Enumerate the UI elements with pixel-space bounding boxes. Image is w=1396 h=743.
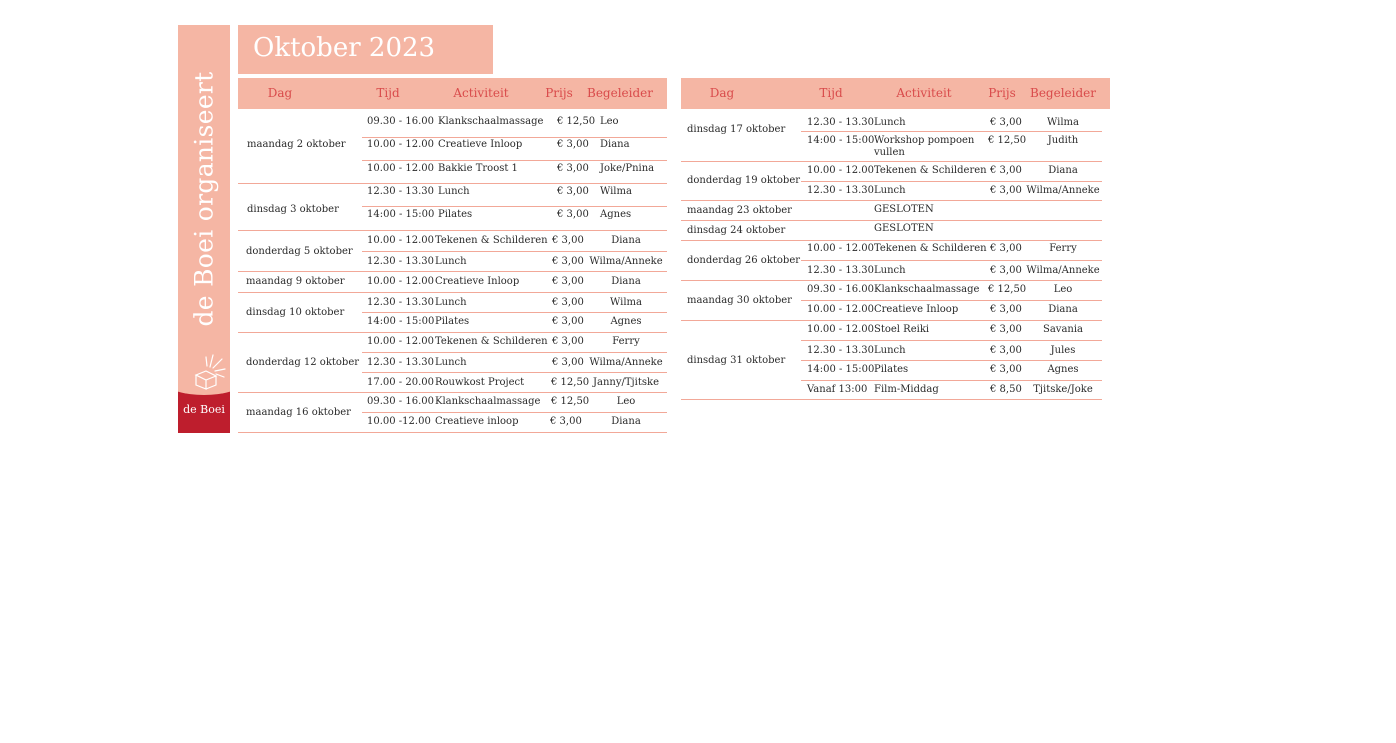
cell-begeleider: Wilma/Anneke xyxy=(1026,185,1100,196)
header-dag: Dag xyxy=(267,86,293,100)
table-row xyxy=(801,381,1102,399)
cell-prijs: € 12,50 xyxy=(988,135,1027,146)
cell-begeleider: Diana xyxy=(600,139,630,150)
cell-tijd: 12.30 - 13.30 xyxy=(367,186,434,197)
cell-tijd: 10.00 - 12.00 xyxy=(807,243,874,254)
cell-begeleider: Agnes xyxy=(610,316,642,327)
cell-begeleider: Leo xyxy=(600,116,619,127)
cell-activiteit: Klankschaalmassage xyxy=(438,116,544,127)
cell-activiteit: Lunch xyxy=(435,256,467,267)
day-group xyxy=(681,109,1102,162)
cell-tijd: 09.30 - 16.00 xyxy=(367,396,434,407)
day-group xyxy=(681,321,1102,400)
table-row xyxy=(362,272,667,292)
cell-begeleider: Agnes xyxy=(600,209,632,220)
cell-prijs: € 3,00 xyxy=(552,316,584,327)
cell-activiteit: Creatieve inloop xyxy=(435,416,519,427)
cell-begeleider: Diana xyxy=(1048,165,1078,176)
cell-tijd: 10.00 - 12.00 xyxy=(367,276,434,287)
table-row xyxy=(801,301,1102,320)
cell-activiteit: Lunch xyxy=(874,265,906,276)
cell-prijs: € 12,50 xyxy=(988,284,1027,295)
cell-begeleider: Diana xyxy=(611,416,641,427)
table-row xyxy=(362,373,667,392)
header-tijd: Tijd xyxy=(819,86,843,100)
header-prijs: Prijs xyxy=(545,86,573,100)
header-activiteit: Activiteit xyxy=(453,86,509,100)
cell-activiteit: Lunch xyxy=(874,345,906,356)
table-row xyxy=(801,281,1102,301)
schedule-table-right xyxy=(681,78,1110,400)
day-label: maandag 30 oktober xyxy=(687,295,792,306)
cell-activiteit: Pilates xyxy=(874,364,909,375)
cell-begeleider: Diana xyxy=(611,276,641,287)
table-header xyxy=(681,78,1110,109)
cell-prijs: € 12,50 xyxy=(551,396,590,407)
cell-activiteit: Tekenen & Schilderen xyxy=(435,336,548,347)
cell-activiteit: Creatieve Inloop xyxy=(438,139,523,150)
month-title: Oktober 2023 xyxy=(253,33,436,63)
cell-tijd: 10.00 - 12.00 xyxy=(367,336,434,347)
table-row xyxy=(362,161,667,183)
cell-tijd: 10.00 - 12.00 xyxy=(367,235,434,246)
cell-activiteit: Lunch xyxy=(874,185,906,196)
day-group xyxy=(681,221,1102,241)
cell-prijs: € 3,00 xyxy=(550,416,582,427)
cell-activiteit: Lunch xyxy=(435,357,467,368)
cell-prijs: € 3,00 xyxy=(990,185,1022,196)
day-group xyxy=(238,333,667,393)
cell-activiteit: Pilates xyxy=(435,316,470,327)
cell-tijd: 12.30 - 13.30 xyxy=(807,265,874,276)
cell-prijs: € 3,00 xyxy=(552,336,584,347)
cell-activiteit: Lunch xyxy=(435,297,467,308)
table-row xyxy=(801,241,1102,261)
cell-prijs: € 3,00 xyxy=(557,139,589,150)
day-group xyxy=(681,281,1102,321)
day-label: maandag 2 oktober xyxy=(247,139,346,150)
logo-text: de Boei xyxy=(183,403,225,416)
table-row xyxy=(362,184,667,207)
header-begeleider: Begeleider xyxy=(1030,86,1096,100)
side-banner-title: de Boei organiseert xyxy=(189,71,219,327)
day-group xyxy=(238,184,667,231)
table-row xyxy=(362,413,667,432)
cell-tijd: 12.30 - 13.30 xyxy=(367,297,434,308)
cell-prijs: € 3,00 xyxy=(552,235,584,246)
cell-tijd: 09.30 - 16.00 xyxy=(807,284,874,295)
cell-tijd: 12.30 - 13.30 xyxy=(807,345,874,356)
cell-tijd: 12.30 - 13.30 xyxy=(367,256,434,267)
cell-prijs: € 3,00 xyxy=(990,243,1022,254)
cell-tijd: 10.00 - 12.00 xyxy=(807,304,874,315)
cell-tijd: 14:00 - 15:00 xyxy=(367,209,435,220)
table-row xyxy=(362,109,667,138)
cell-tijd: 10.00 - 12.00 xyxy=(807,165,874,176)
table-row xyxy=(362,231,667,252)
day-label: dinsdag 24 oktober xyxy=(687,225,786,236)
cell-prijs: € 3,00 xyxy=(557,163,589,174)
cell-prijs: € 3,00 xyxy=(557,186,589,197)
cell-activiteit: Film-Middag xyxy=(874,384,939,395)
cell-tijd: 10.00 - 12.00 xyxy=(807,324,874,335)
cell-begeleider: Diana xyxy=(1048,304,1078,315)
header-begeleider: Begeleider xyxy=(587,86,653,100)
table-row xyxy=(801,321,1102,341)
open-book-icon xyxy=(192,347,226,391)
cell-activiteit: Bakkie Troost 1 xyxy=(438,163,518,174)
table-header xyxy=(238,78,667,109)
table-row xyxy=(801,261,1102,280)
cell-prijs: € 3,00 xyxy=(990,324,1022,335)
cell-prijs: € 12,50 xyxy=(551,377,590,388)
cell-begeleider: Tjitske/Joke xyxy=(1033,384,1093,395)
cell-prijs: € 3,00 xyxy=(552,357,584,368)
header-tijd: Tijd xyxy=(376,86,400,100)
day-group xyxy=(681,162,1102,201)
cell-begeleider: Jules xyxy=(1050,345,1076,356)
cell-begeleider: Wilma/Anneke xyxy=(589,256,663,267)
cell-begeleider: Judith xyxy=(1047,135,1079,146)
cell-tijd: 12.30 - 13.30 xyxy=(367,357,434,368)
cell-activiteit: Lunch xyxy=(874,117,906,128)
cell-prijs: € 3,00 xyxy=(557,209,589,220)
cell-tijd: 12.30 - 13.30 xyxy=(807,185,874,196)
day-group xyxy=(681,241,1102,281)
cell-begeleider: Joke/Pnina xyxy=(600,163,655,174)
cell-prijs: € 3,00 xyxy=(552,276,584,287)
cell-activiteit: Creatieve Inloop xyxy=(874,304,959,315)
day-label: maandag 23 oktober xyxy=(687,205,792,216)
cell-activiteit: Workshop pompoen vullen xyxy=(874,135,975,158)
cell-activiteit: GESLOTEN xyxy=(874,204,934,215)
cell-begeleider: Ferry xyxy=(1049,243,1077,254)
day-label: dinsdag 31 oktober xyxy=(687,355,786,366)
table-row xyxy=(362,333,667,353)
cell-activiteit: Stoel Reiki xyxy=(874,324,930,335)
cell-tijd: 12.30 - 13.30 xyxy=(807,117,874,128)
table-row xyxy=(801,182,1102,200)
cell-tijd: 10.00 - 12.00 xyxy=(367,163,434,174)
cell-tijd: 17.00 - 20.00 xyxy=(367,377,434,388)
cell-begeleider: Leo xyxy=(616,396,636,407)
table-row xyxy=(801,132,1102,161)
day-label: donderdag 12 oktober xyxy=(246,357,360,368)
table-row xyxy=(362,207,667,230)
cell-activiteit: Klankschaalmassage xyxy=(874,284,980,295)
day-label: donderdag 5 oktober xyxy=(246,246,353,257)
cell-begeleider: Wilma xyxy=(1047,117,1079,128)
cell-activiteit: Klankschaalmassage xyxy=(435,396,541,407)
schedule-table-left xyxy=(238,78,667,433)
table-row xyxy=(801,162,1102,182)
day-group xyxy=(238,231,667,272)
day-label: dinsdag 17 oktober xyxy=(687,124,786,135)
cell-prijs: € 12,50 xyxy=(557,116,596,127)
cell-prijs: € 3,00 xyxy=(552,256,584,267)
cell-tijd: 10.00 - 12.00 xyxy=(367,139,434,150)
cell-activiteit: GESLOTEN xyxy=(874,223,934,234)
day-group xyxy=(238,293,667,333)
cell-begeleider: Savania xyxy=(1042,324,1084,335)
cell-activiteit: Creatieve Inloop xyxy=(435,276,520,287)
day-label: donderdag 19 oktober xyxy=(687,175,801,186)
cell-tijd: 14:00 - 15:00 xyxy=(367,316,435,327)
cell-tijd: 14:00 - 15:00 xyxy=(807,364,875,375)
cell-tijd: 10.00 -12.00 xyxy=(367,416,431,427)
day-group xyxy=(681,201,1102,221)
cell-begeleider: Janny/Tjitske xyxy=(593,377,659,388)
cell-prijs: € 3,00 xyxy=(990,345,1022,356)
cell-prijs: € 3,00 xyxy=(990,304,1022,315)
cell-prijs: € 3,00 xyxy=(990,364,1022,375)
day-group xyxy=(238,109,667,184)
cell-begeleider: Ferry xyxy=(612,336,640,347)
table-row xyxy=(801,109,1102,132)
cell-activiteit: Tekenen & Schilderen xyxy=(874,243,987,254)
day-label: dinsdag 3 oktober xyxy=(247,204,339,215)
day-label: dinsdag 10 oktober xyxy=(246,307,345,318)
cell-begeleider: Wilma/Anneke xyxy=(1026,265,1100,276)
table-row xyxy=(362,313,667,332)
cell-begeleider: Diana xyxy=(611,235,641,246)
month-title-block xyxy=(238,25,493,74)
cell-begeleider: Wilma/Anneke xyxy=(589,357,663,368)
cell-prijs: € 3,00 xyxy=(552,297,584,308)
cell-begeleider: Wilma xyxy=(610,297,642,308)
header-dag: Dag xyxy=(709,86,735,100)
cell-activiteit: Tekenen & Schilderen xyxy=(874,165,987,176)
cell-activiteit: Tekenen & Schilderen xyxy=(435,235,548,246)
day-group xyxy=(238,393,667,433)
table-row xyxy=(801,341,1102,361)
cell-activiteit: Lunch xyxy=(438,186,470,197)
cell-activiteit: Pilates xyxy=(438,209,473,220)
table-row xyxy=(362,137,667,161)
cell-begeleider: Agnes xyxy=(1047,364,1079,375)
side-banner xyxy=(178,25,230,433)
cell-activiteit: Rouwkost Project xyxy=(435,377,525,388)
cell-tijd: 09.30 - 16.00 xyxy=(367,116,434,127)
table-row xyxy=(362,252,667,271)
cell-prijs: € 3,00 xyxy=(990,265,1022,276)
cell-prijs: € 3,00 xyxy=(990,117,1022,128)
cell-begeleider: Leo xyxy=(1053,284,1073,295)
cell-prijs: € 3,00 xyxy=(990,165,1022,176)
cell-prijs: € 8,50 xyxy=(990,384,1022,395)
header-prijs: Prijs xyxy=(988,86,1016,100)
cell-begeleider: Wilma xyxy=(600,186,632,197)
day-group xyxy=(238,272,667,293)
table-row xyxy=(362,353,667,373)
table-row xyxy=(362,293,667,313)
header-activiteit: Activiteit xyxy=(896,86,952,100)
cell-tijd: 14:00 - 15:00 xyxy=(807,135,875,146)
day-label: maandag 9 oktober xyxy=(246,276,345,287)
day-label: maandag 16 oktober xyxy=(246,407,351,418)
table-row xyxy=(362,393,667,413)
cell-tijd: Vanaf 13:00 xyxy=(807,384,868,395)
table-row xyxy=(801,361,1102,381)
day-label: donderdag 26 oktober xyxy=(687,255,801,266)
